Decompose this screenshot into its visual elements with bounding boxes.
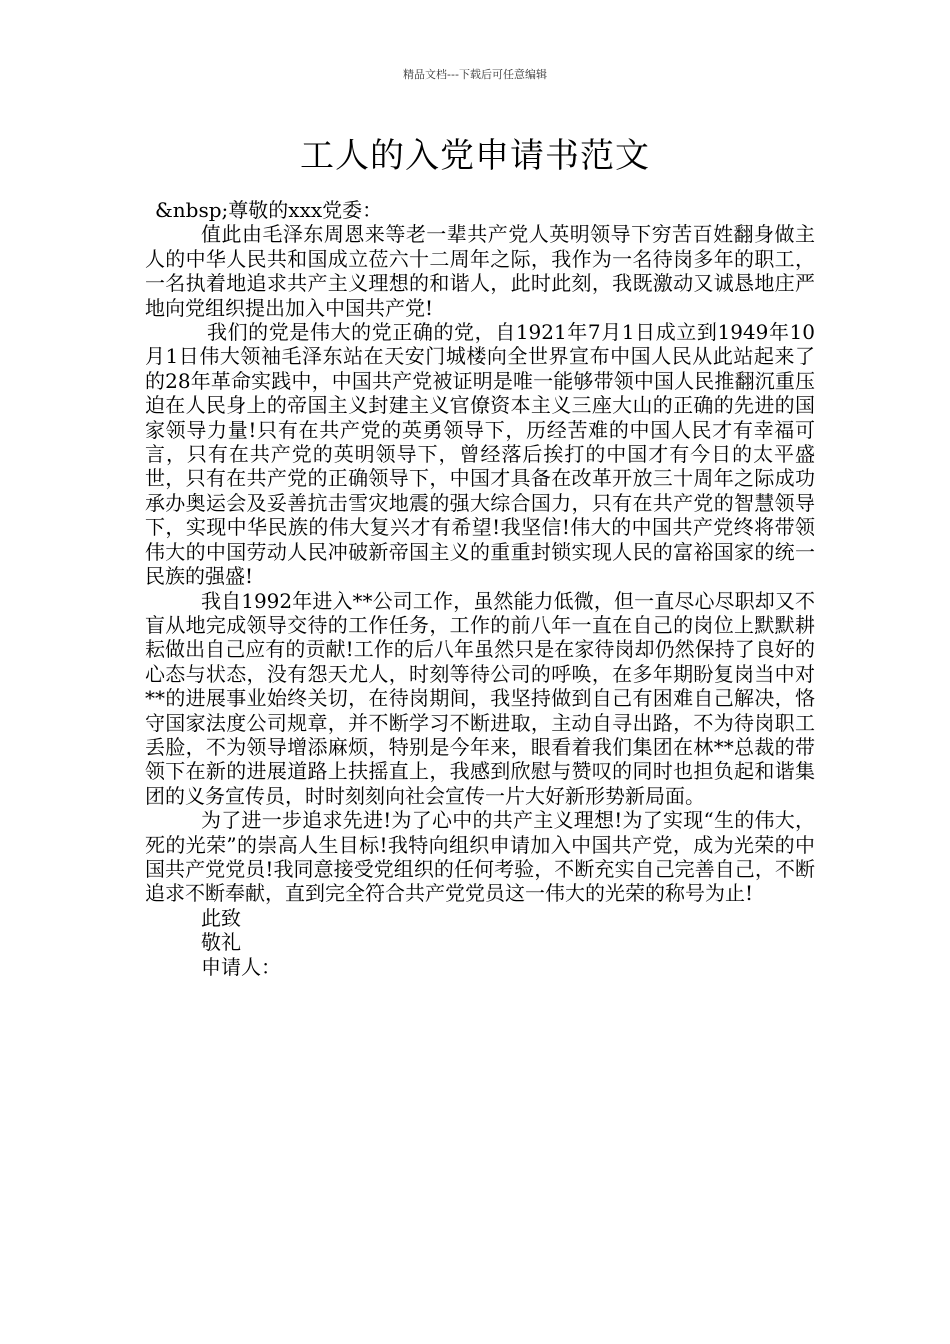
applicant-label: 申请人： [201,954,281,979]
salutation: &nbsp;尊敬的xxx党委： [155,198,383,222]
letter-body [145,198,815,979]
document-title: 工人的入党申请书范文 [300,136,650,176]
header-note: 精品文档---下载后可任意编辑 [403,68,547,81]
paragraph-1: 值此由毛泽东周恩来等老一辈共产党人英明领导下穷苦百姓翻身做主人的中华人民共和国成立莅六十二周年之际，我作为一名待岗多年的职工，一名执着地追求共产主义理想的和谐人，此时此刻，我既激动又诚恳地庄严地向党组织提出加入中国共产党! [145,222,815,320]
paragraph-2: 我们的党是伟大的党正确的党，自1921年7月1日成立到1949年10月1日伟大领袖毛泽东站在天安门城楼向全世界宣布中国人民从此站起来了的28年革命实践中，中国共产党被证明是唯一能够带领中国人民推翻沉重压迫在人民身上的帝国主义封建主义官僚资本主义三座大山的正确的先进的国家领导力量!只有在共产党的英勇领导下，历经苦难的中国人民才有幸福可言，只有在共产党的英明领导下，曾经落后挨打的中国才有今日的太平盛世，只有在共产党的正确领导下，中国才具备在改革开放三十周年之际成功承办奥运会及妥善抗击雪灾地震的强大综合国力，只有在共产党的智慧领导下，实现中华民族的伟大复兴才有希望!我坚信!伟大的中国共产党终将带领伟大的中国劳动人民冲破新帝国主义的重重封锁实现人民的富裕国家的统一民族的强盛! [145,320,815,589]
paragraph-4: 为了进一步追求先进!为了心中的共产主义理想!为了实现“生的伟大，死的光荣”的崇高人生目标!我特向组织申请加入中国共产党，成为光荣的中国共产党党员!我同意接受党组织的任何考验，不断充实自己完善自己，不断追求不断奉献，直到完全符合共产党党员这一伟大的光荣的称号为止! [145,808,815,906]
closing-line-1: 此致 [201,905,241,930]
paragraph-3: 我自1992年进入**公司工作，虽然能力低微，但一直尽心尽职却又不盲从地完成领导交待的工作任务，工作的前八年一直在自己的岗位上默默耕耘做出自己应有的贡献!工作的后八年虽然只是在家待岗却仍然保持了良好的心态与状态，没有怨天尤人，时刻等待公司的呼唤，在多年期盼复岗当中对**的进展事业始终关切，在待岗期间，我坚持做到自己有困难自己解决，恪守国家法度公司规章，并不断学习不断进取，主动自寻出路，不为待岗职工丢脸，不为领导增添麻烦，特别是今年来，眼看着我们集团在林**总裁的带领下在新的进展道路上扶摇直上，我感到欣慰与赞叹的同时也担负起和谐集团的义务宣传员，时时刻刻向社会宣传一片大好新形势新局面。 [145,588,815,808]
closing-line-2: 敬礼 [201,930,241,955]
